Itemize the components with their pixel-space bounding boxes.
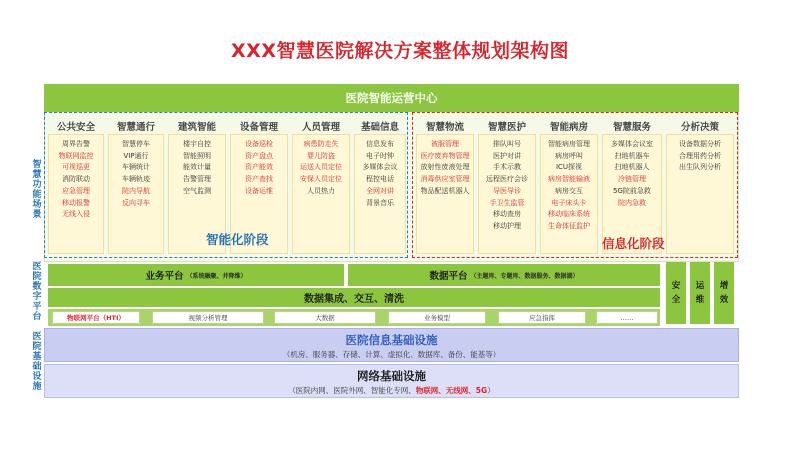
column-item: 能效计量 [183, 163, 211, 172]
column-item: 反向寻车 [122, 198, 150, 207]
column-item: 车辆轨迹 [122, 175, 150, 184]
column-item: 院内导航 [122, 186, 150, 195]
side-label-infra: 医院基础设施 [32, 332, 42, 392]
network-sub-text: （医院内网、医院外网、智能化专网、 [288, 386, 416, 395]
data-platform-label: 数据平台 [429, 271, 468, 282]
column-item: 安保人员定位 [300, 175, 342, 184]
column-item: 应急管理 [62, 186, 90, 195]
platform-module: 应急指挥 [498, 311, 586, 324]
column-item: 病房呼叫 [555, 151, 583, 160]
platform-module: …… [596, 311, 658, 324]
column-item: 移动查房 [493, 210, 521, 219]
column-item: 电子床头卡 [551, 198, 587, 207]
column-item: 合理用药分析 [679, 151, 721, 160]
platform-module: 大数据 [274, 311, 376, 324]
side-box-ops: 运维 [690, 262, 710, 324]
column-title: 基础信息 [360, 122, 399, 133]
page-title: XXX智慧医院解决方案整体规划架构图 [231, 40, 569, 62]
platform-module: 业务模型 [388, 311, 486, 324]
integration-bar: 数据集成、交互、清洗 [48, 288, 660, 307]
column-item: 资产盘点 [245, 151, 273, 160]
column-title: 智慧物流 [425, 122, 464, 133]
column-title: 公共安全 [56, 122, 95, 133]
column-4 [292, 118, 350, 254]
platform-module: 视频分析管理 [152, 311, 264, 324]
column-item: 周界告警 [62, 140, 90, 148]
column-title: 智慧医护 [487, 122, 526, 133]
business-platform-sub: （系统融聚、并降维） [186, 272, 247, 280]
column-item: 医护对讲 [493, 151, 521, 160]
column-item: 扫地机器车 [614, 151, 650, 160]
column-body [108, 134, 164, 254]
column-item: 远程医疗会诊 [486, 175, 528, 184]
column-0 [48, 118, 104, 254]
info-infrastructure [44, 328, 739, 362]
column-item: 电子时钟 [366, 151, 394, 160]
column-body [354, 134, 406, 254]
column-item: 设备巡检 [245, 140, 273, 148]
column-item: 移动报警 [62, 198, 90, 207]
column-item: 被服管理 [431, 140, 459, 148]
network-infrastructure [44, 364, 739, 398]
column-item: 病患防走失 [303, 140, 339, 148]
column-item: 人员热力 [307, 186, 335, 195]
network-sub-highlight: 物联网、无线网、5G [415, 386, 488, 395]
stage-label-information: 信息化阶段 [602, 236, 665, 251]
network-infrastructure-title: 网络基础设施 [357, 369, 426, 383]
column-item: 智能照明 [183, 151, 211, 160]
column-item: 医疗废弃物管理 [420, 151, 470, 160]
column-item: 设备数据分析 [679, 140, 721, 148]
column-item: 移动临床系统 [548, 210, 590, 219]
business-platform [48, 264, 344, 286]
network-infrastructure-sub [45, 385, 738, 396]
column-1 [108, 118, 164, 254]
column-item: 设备运维 [245, 186, 273, 195]
column-item: 冷链管理 [618, 175, 646, 184]
column-item: 生命体征监护 [548, 221, 590, 230]
data-platform [348, 264, 660, 286]
column-item: VIP通行 [123, 151, 149, 160]
column-item: 放射性废液处理 [420, 163, 470, 172]
column-item: 多媒体会议室 [611, 140, 653, 148]
column-item: 院内急救 [618, 198, 646, 207]
column-item: 资产查找 [245, 175, 273, 184]
column-body [478, 134, 536, 254]
column-item: 背景音乐 [366, 198, 394, 207]
column-body [540, 134, 598, 254]
column-item: 病房交互 [555, 186, 583, 195]
column-body [666, 134, 734, 254]
side-label-digital: 医院数字平台 [32, 262, 42, 322]
column-item: 智慧停车 [122, 140, 150, 148]
column-body [292, 134, 350, 254]
column-item: 导医导诊 [493, 186, 521, 195]
column-item: 出生队列分析 [679, 163, 721, 172]
column-title: 智慧通行 [116, 122, 155, 133]
column-title: 设备管理 [239, 122, 278, 133]
column-item: 无线入侵 [62, 210, 90, 219]
side-box-security: 安全 [666, 262, 686, 324]
column-item: 消防联动 [62, 175, 90, 184]
ops-center-header: 医院智能运营中心 [44, 84, 739, 112]
column-body [416, 134, 474, 254]
column-10 [666, 118, 734, 254]
side-label-scene: 智慧功能场景 [32, 160, 42, 220]
column-item: 消毒供应室管理 [420, 175, 470, 184]
info-infrastructure-title: 医院信息基础设施 [345, 333, 438, 347]
column-item: 排队叫号 [493, 140, 521, 148]
column-item: 信息发布 [366, 140, 394, 148]
column-item: 移动护理 [493, 221, 521, 230]
column-item: 告警管理 [183, 175, 211, 184]
column-title: 智慧服务 [612, 122, 651, 133]
column-item: 手术示教 [493, 163, 521, 172]
column-title: 建筑智能 [177, 122, 216, 133]
column-item: 扫地机器人 [614, 163, 650, 172]
column-8 [540, 118, 598, 254]
column-item: 病房智能输液 [548, 175, 590, 184]
platform-module: 物联网平台（HTI） [52, 311, 140, 324]
column-6 [416, 118, 474, 254]
column-item: 楼宇自控 [183, 140, 211, 148]
info-infrastructure-sub: （机房、服务器、存储、计算、虚拟化、数据库、备份、能基等） [282, 350, 501, 359]
column-item: 物联网监控 [58, 151, 94, 160]
stage-label-intelligent: 智能化阶段 [206, 232, 269, 247]
column-item: 手卫生监管 [489, 198, 525, 207]
side-box-efficiency: 增效 [714, 262, 734, 324]
column-7 [478, 118, 536, 254]
column-item: 车辆统计 [122, 163, 150, 172]
column-item: ICU探视 [555, 163, 583, 172]
column-item: 婴儿防盗 [307, 151, 335, 160]
business-platform-label: 业务平台 [145, 271, 184, 282]
column-body [48, 134, 104, 254]
column-item: 空气监测 [183, 186, 211, 195]
column-item: 物品配送机器人 [420, 186, 470, 195]
column-item: 运送人员定位 [300, 163, 342, 172]
data-platform-sub: （主题库、专题库、数据服务、数据湖） [470, 272, 579, 280]
network-sub-end: ） [487, 386, 495, 395]
column-item: 资产能效 [245, 163, 273, 172]
column-title: 分析决策 [680, 122, 719, 133]
column-item: 全网对讲 [366, 186, 394, 195]
column-item: 程控电话 [366, 175, 394, 184]
column-5 [354, 118, 406, 254]
column-item: 多媒体会议 [362, 163, 398, 172]
column-item: 智能病房管理 [548, 140, 590, 148]
column-item: 5G院前急救 [613, 186, 651, 195]
column-item: 可视巡更 [62, 163, 90, 172]
column-title: 智能病房 [549, 122, 588, 133]
column-title: 人员管理 [301, 122, 340, 133]
